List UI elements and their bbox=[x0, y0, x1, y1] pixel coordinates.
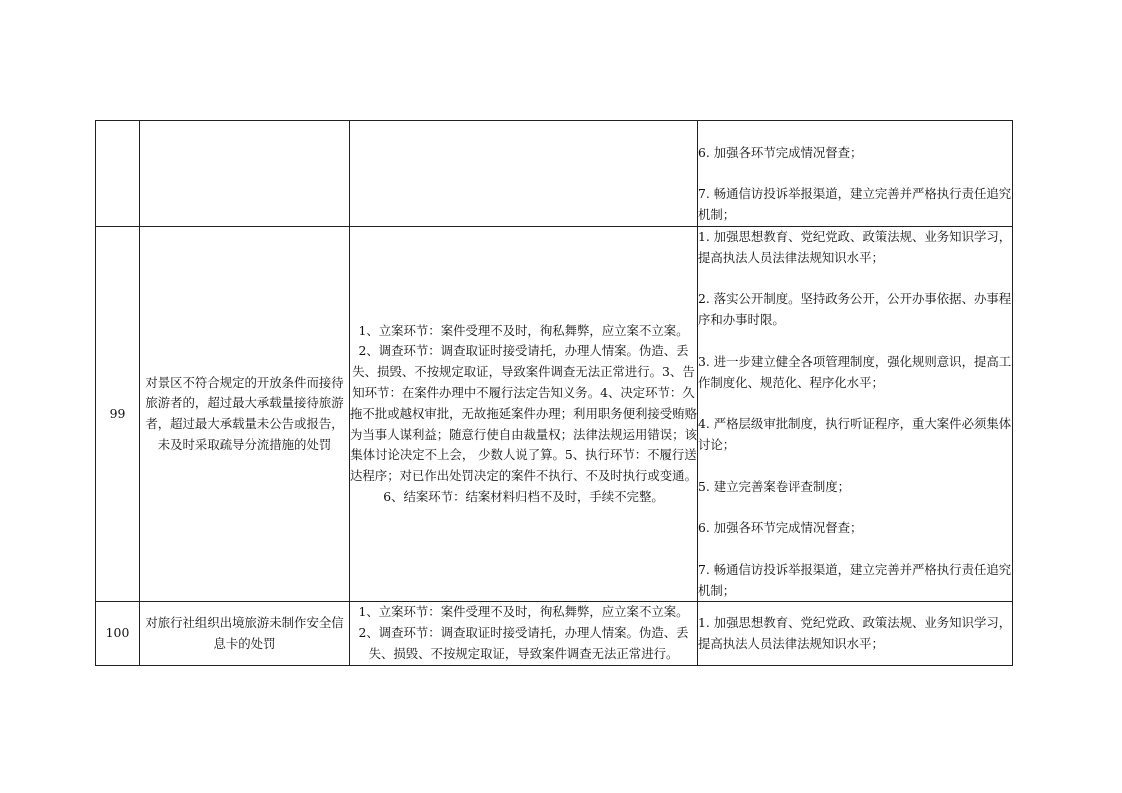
risk-points bbox=[350, 121, 698, 227]
risk-points: 1、立案环节：案件受理不及时，徇私舞弊，应立案不立案。2、调查环节：调查取证时接受请托，办理人情案。伪造、丢失、损毁、不按规定取证，导致案件调查无法正常进行。3、告知环节：在案件办理中不履行法定告知义务。4、决定环节：久拖不批或越权审批，无故拖延案件办理；利用职务便利接受贿赂为当事人谋利益；随意行使自由裁量权；法律法规运用错误；该集体讨论决定不上会， 少数人说了算。5、执行环节：不履行送达程序；对已作出处罚决定的案件不执行、不及时执行或变通。6、结案环节：结案材料归档不及时，手续不完整。 bbox=[350, 227, 698, 602]
control-measures bbox=[698, 602, 1013, 665]
table-row bbox=[96, 602, 1013, 665]
row-number bbox=[96, 121, 140, 227]
measure-item: 1. 加强思想教育、党纪党政、政策法规、业务知识学习，提高执法人员法律法规知识水平； bbox=[698, 229, 1012, 265]
risk-points: 1、立案环节：案件受理不及时，徇私舞弊，应立案不立案。2、调查环节：调查取证时接受请托，办理人情案。伪造、丢失、损毁、不按规定取证，导致案件调查无法正常进行。 bbox=[350, 602, 698, 665]
measure-item: 3. 进一步建立健全各项管理制度，强化规则意识，提高工作制度化、规范化、程序化水平； bbox=[698, 353, 1012, 390]
measure-item: 6. 加强各环节完成情况督查； bbox=[698, 144, 863, 160]
control-measures bbox=[698, 121, 1013, 227]
measure-item: 5. 建立完善案卷评查制度； bbox=[698, 478, 851, 494]
measure-item: 6. 加强各环节完成情况督查； bbox=[698, 520, 863, 536]
item-name: 对旅行社组织出境旅游未制作安全信息卡的处罚 bbox=[140, 602, 350, 665]
measure-item: 7. 畅通信访投诉举报渠道，建立完善并严格执行责任追究机制； bbox=[698, 186, 1012, 223]
measure-item: 7. 畅通信访投诉举报渠道，建立完善并严格执行责任追究机制； bbox=[698, 561, 1012, 598]
control-measures bbox=[698, 227, 1013, 602]
item-name bbox=[140, 121, 350, 227]
item-name: 对景区不符合规定的开放条件而接待旅游者的，超过最大承载量接待旅游者，超过最大承载量未公告或报告，未及时采取疏导分流措施的处罚 bbox=[140, 227, 350, 602]
table-row bbox=[96, 121, 1013, 227]
measure-item: 4. 严格层级审批制度，执行听证程序，重大案件必须集体讨论； bbox=[698, 416, 1012, 452]
measure-item: 2. 落实公开制度。坚持政务公开，公开办事依据、办事程序和办事时限。 bbox=[698, 291, 1012, 328]
risk-control-table bbox=[95, 120, 1013, 666]
row-number: 100 bbox=[96, 602, 140, 665]
row-number: 99 bbox=[96, 227, 140, 602]
table-row bbox=[96, 227, 1013, 602]
measure-item: 1. 加强思想教育、党纪党政、政策法规、业务知识学习，提高执法人员法律法规知识水平； bbox=[698, 614, 1012, 651]
